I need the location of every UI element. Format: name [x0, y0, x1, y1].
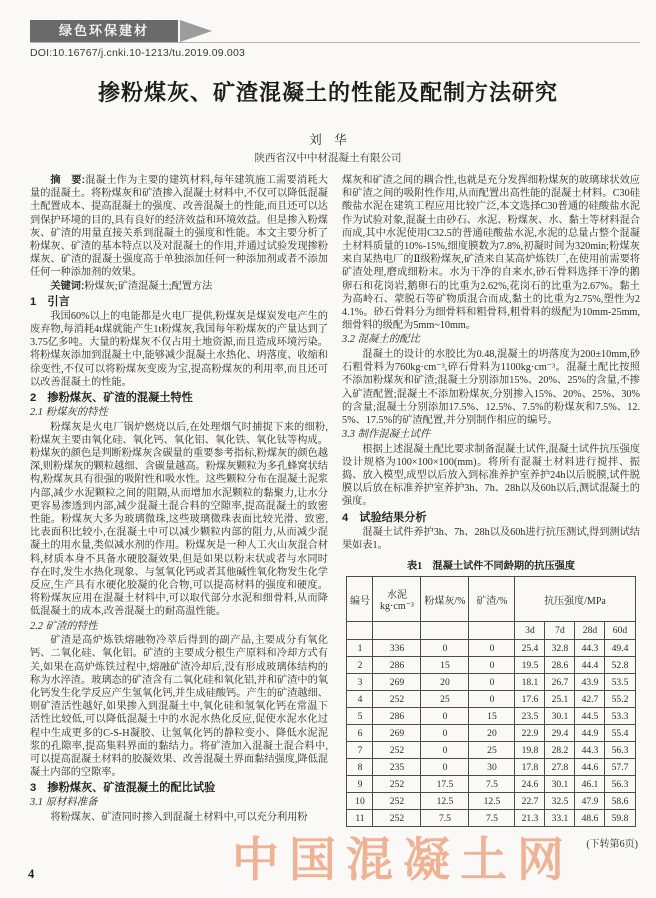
- table-cell: 46.1: [575, 776, 605, 793]
- table-cell: 24.6: [515, 776, 545, 793]
- th-empty: [373, 622, 421, 640]
- table-head: [347, 577, 635, 640]
- table-cell: 52.8: [605, 657, 635, 674]
- abstract-text: 混凝土作为主要的建筑材料,每年建筑施工需要消耗大量的混凝土。将粉煤灰和矿渣掺入混凝土材料中,不仅可以降低混凝土配置成本、提高混凝土的强度、改善混凝土的性能,而且还可以达到保护环境的目的,具有良好的经济效益和环境效益。但是掺入粉煤灰、矿渣的用量直接关系到混凝土的强度和性能。本文主要分析了粉煤灰、矿渣的基本特点以及对混凝土的作用,并通过试验发现掺粉煤灰、矿渣的混凝土强度高于单独添加任何一种添加剂或者不添加任何一种添加剂的效果。: [30, 175, 328, 279]
- table-cell: 44.3: [575, 742, 605, 759]
- table-cell: 55.2: [605, 691, 635, 708]
- th-fly-ash: 粉煤灰/%: [421, 577, 469, 622]
- article-author: 刘 华: [309, 133, 347, 147]
- table-cell: 28.2: [545, 742, 575, 759]
- section-heading: 1 引言: [30, 295, 70, 308]
- table-cell: 47.9: [575, 793, 605, 810]
- table-cell: 19.5: [515, 657, 545, 674]
- keywords: [30, 280, 328, 293]
- table-cell: 269: [373, 674, 421, 691]
- table-cell: 4: [347, 691, 373, 708]
- page-number: 4: [28, 867, 35, 881]
- table-cell: 49.4: [605, 640, 635, 657]
- table-cell: 0: [421, 708, 469, 725]
- table-row: [347, 674, 635, 691]
- section-heading: 3 掺粉煤灰、矿渣混凝土的配比试验: [30, 782, 216, 795]
- table-cell: 6: [347, 725, 373, 742]
- article-title: 掺粉煤灰、矿渣混凝土的性能及配制方法研究: [97, 80, 558, 105]
- table-cell: 0: [421, 725, 469, 742]
- table-cell: 252: [373, 793, 421, 810]
- table-cell: 25.1: [545, 691, 575, 708]
- table-cell: 12.5: [421, 793, 469, 810]
- table-row: [347, 691, 635, 708]
- table-cell: 30: [469, 759, 515, 776]
- table-cell: 252: [373, 742, 421, 759]
- table-caption: 表1 混凝土试件不同龄期的抗压强度: [406, 561, 576, 573]
- table-cell: 5: [347, 708, 373, 725]
- table-cell: 0: [421, 759, 469, 776]
- table-cell: 7: [347, 742, 373, 759]
- table-cell: 15: [469, 708, 515, 725]
- table-subheader-row: [347, 622, 635, 640]
- table-cell: 0: [469, 674, 515, 691]
- th-cement-label: 水泥: [386, 590, 407, 602]
- table-row: [347, 742, 635, 759]
- table-cell: 56.3: [605, 742, 635, 759]
- subsection-heading: 3.3 制作混凝土试件: [342, 429, 431, 441]
- table-row: [347, 657, 635, 674]
- table-cell: 21.3: [515, 810, 545, 827]
- table-cell: 28.6: [545, 657, 575, 674]
- table-cell: 10: [347, 793, 373, 810]
- table-row: [347, 793, 635, 810]
- table-cell: 0: [421, 742, 469, 759]
- table-row: [347, 708, 635, 725]
- table-row: [347, 725, 635, 742]
- abstract: [30, 174, 328, 280]
- th-slag: 矿渣/%: [469, 577, 515, 622]
- paragraph: 矿渣是高炉炼铁熔融物冷萃后得到的副产品,主要成分有氧化钙、二氧化硅、氧化铝。矿渣的主要成分根生产原料和冷却方式有关,如果在高炉炼铁过程中,熔融矿渣冷却后,没有形成玻璃体结构的称为水淬渣。玻璃态的矿渣含有二氧化硅和氧化铝,并和矿渣中的氧化钙发生化学反应产生氢氧化钙,并生成硅酸钙。产生的矿渣越细、则矿渣活性越好,如果掺入到混凝土中,氧化硅和氢氧化钙在常温下活性比较低,可以降低混凝土中的水泥水热化反应,促使水泥水化过程中生成更多的C-S-H凝胶、让氢氧化钙的静粒变小、降低水泥泥浆的孔隙率,提高集料界面的黏结力。将矿渣加入混凝土混合料中,可以提高混凝土材料的胶凝效果、改善混凝土界面黏结强度,降低混凝土内部的空隙率。: [30, 635, 328, 779]
- paragraph: 混凝土试件养护3h、7h、28h以及60h进行抗压测试,得到测试结果如表1。: [342, 526, 640, 551]
- two-column-body: [30, 174, 640, 872]
- right-column: [342, 174, 640, 872]
- table-cell: 20: [469, 725, 515, 742]
- subsection-heading: 3.1 原材料准备: [30, 797, 98, 809]
- table-cell: 26.7: [545, 674, 575, 691]
- table-cell: 48.6: [575, 810, 605, 827]
- table-cell: 25: [469, 742, 515, 759]
- watermark: 中国混凝土网: [232, 833, 574, 886]
- th-age: 3d: [515, 622, 545, 640]
- table-cell: 0: [421, 640, 469, 657]
- table-cell: 59.8: [605, 810, 635, 827]
- table-header-row: [347, 577, 635, 622]
- header-band: [30, 20, 640, 43]
- table-cell: 269: [373, 725, 421, 742]
- table-cell: 58.6: [605, 793, 635, 810]
- table-cell: 9: [347, 776, 373, 793]
- table-cell: 286: [373, 708, 421, 725]
- th-cement: [373, 577, 421, 622]
- table-body: [347, 640, 635, 827]
- table-cell: 7.5: [469, 776, 515, 793]
- paragraph-continuation: 煤灰和矿渣之间的耦合性,也就是充分发挥细粉煤灰的玻璃球状效应和矿渣之间的吸附性作用,从而配置出高性能的混凝土材料。C30硅酸盐水泥在建筑工程应用比较广泛,本文选择C30普通的硅酸盐水泥作为试验对象,混凝土由砂石、水泥、粉煤灰、水、黏土等材料混合而成,其中水泥使用C32.5的普通硅酸盐水泥,水泥的总量占整个混凝土材料质量的10%-15%,细度膜数为7.8%,初凝时间为320min;粉煤灰来自某热电厂的Ⅱ级粉煤灰,矿渣来自某高炉炼铁厂,在使用前需要将矿渣处理,磨成细粉末。水为干净的自来水,砂石骨料选择干净的鹅卵石和花岗岩,鹅卵石的比重为2.62%,花岗石的比重为2.67%。黏土为高岭石、蒙脱石等矿物质混合而成,黏土的比重为2.75%,塑性为24.1%。砂石骨料分为细骨料和粗骨料,粗骨料的级配为10mm-25mm,细骨料的级配为5mm~10mm。: [342, 175, 640, 332]
- table-cell: 252: [373, 691, 421, 708]
- table-row: [347, 810, 635, 827]
- table-cell: 286: [373, 657, 421, 674]
- th-strength: 抗压强度/MPa: [515, 577, 635, 622]
- table-cell: 2: [347, 657, 373, 674]
- table-cell: 44.9: [575, 725, 605, 742]
- table-cell: 25: [421, 691, 469, 708]
- th-empty: [421, 622, 469, 640]
- table-cell: 53.5: [605, 674, 635, 691]
- keywords-text: 粉煤灰;矿渣混凝土;配置方法: [84, 280, 213, 292]
- table-cell: 22.7: [515, 793, 545, 810]
- subsection-heading: 2.2 矿渣的特性: [30, 620, 98, 632]
- table-cell: 0: [469, 640, 515, 657]
- table-cell: 44.5: [575, 708, 605, 725]
- table-cell: 7.5: [469, 810, 515, 827]
- doi-line: DOI:10.16767/j.cnki.10-1213/tu.2019.09.003: [30, 47, 246, 59]
- column-badge: 绿色环保建材: [30, 20, 178, 42]
- table-cell: 0: [469, 691, 515, 708]
- table-cell: 44.6: [575, 759, 605, 776]
- table-cell: 252: [373, 810, 421, 827]
- keywords-label: 关键词:: [50, 280, 85, 292]
- table-cell: 252: [373, 776, 421, 793]
- table-cell: 20: [421, 674, 469, 691]
- table-cell: 30.1: [545, 776, 575, 793]
- paragraph: 我国60%以上的电能都是火电厂提供,粉煤灰是煤炭发电产生的废弃物,每消耗4t煤就能产生1t粉煤灰,我国每年粉煤灰的产量达到了3.75亿多吨。大量的粉煤灰不仅占用土地资源,而且造成环境污染。将粉煤灰添加到混凝土中,能够减少混凝土水热化、坍落度、收缩和徐变性,不仅可以将粉煤灰变废为宝,提高粉煤灰的利用率,而且还可以改善混凝土的性能。: [30, 310, 328, 388]
- table-row: [347, 776, 635, 793]
- table-cell: 8: [347, 759, 373, 776]
- table-cell: 1: [347, 640, 373, 657]
- table-cell: 57.7: [605, 759, 635, 776]
- abstract-label: 摘 要:: [50, 175, 86, 186]
- table-cell: 0: [469, 657, 515, 674]
- subsection-heading: 2.1 粉煤灰的特性: [30, 407, 108, 419]
- th-age: 60d: [605, 622, 635, 640]
- badge-arrow-icon: [180, 20, 212, 42]
- paragraph: 将粉煤灰、矿渣同时掺入到混凝土材料中,可以充分利用粉: [50, 811, 308, 823]
- table-cell: 56.3: [605, 776, 635, 793]
- subsection-heading: 3.2 混凝土的配比: [342, 334, 420, 346]
- table-cell: 235: [373, 759, 421, 776]
- th-cement-unit: kg·cm⁻³: [380, 601, 414, 613]
- table-row: [347, 640, 635, 657]
- paragraph: 粉煤灰是火电厂锅炉燃烧以后,在处理烟气时捕捉下来的细粉,粉煤灰主要由氧化硅、氧化钙、氧化铝、氧化铁、氧化钛等构成。粉煤灰的颜色是判断粉煤灰含碳量的重要参考指标,粉煤灰的颜色越深,则粉煤灰的颗粒越细、含碳量越高。粉煤灰颗粒为多孔蜂窝状结构,粉煤灰具有很强的吸附性和吸水性。这些颗粒分布在混凝土泥浆内部,减少水泥颗粒之间的阻隔,从而增加水泥颗粒的黏聚力,让水分更容易渗透到内部,减少混凝土混合料的空隙率,提高混凝土的致密性能。粉煤灰大多为玻璃微珠,这些玻璃微珠表面比较光滑、致密,比表面积比较小,在混凝土中可以减少颗粒内部的阻力,从而减少混凝土的用水量,类似减水剂的作用。粉煤灰是一种人工火山灰混合材料,材质本身不具备水硬胶凝效果,但是如果以粉末状或者与水同时存在时,发生水热化现象、与氢氧化钙或者其他碱性氧化物发生化学反应,生产具有水硬化胶凝的化合物,可以提高材料的强度和硬度。将粉煤灰应用在混凝土材料中,可以取代部分水泥和细骨料,从而降低混凝土的成本,改善混凝土的耐高温性能。: [30, 421, 328, 618]
- results-table: [346, 576, 635, 827]
- section-heading: 4 试验结果分析: [342, 511, 427, 524]
- table-cell: 25.4: [515, 640, 545, 657]
- table-cell: 30.1: [545, 708, 575, 725]
- table-cell: 19.8: [515, 742, 545, 759]
- table-cell: 12.5: [469, 793, 515, 810]
- table-cell: 32.8: [545, 640, 575, 657]
- table-cell: 55.4: [605, 725, 635, 742]
- table-cell: 336: [373, 640, 421, 657]
- th-age: 28d: [575, 622, 605, 640]
- paragraph: 混凝土的设计的水胶比为0.48,混凝土的坍落度为200±10mm,砂石粗骨料为760kg·cm⁻³,碎石骨料为1100kg·cm⁻³。混凝土配比按照不添加粉煤灰和矿渣;混凝土分别添加15%、20%、25%的含量,不掺入矿渣配置;混凝土不添加粉煤灰,分别掺入15%、20%、25%、30%的含量;混凝土分别添加17.5%、12.5%、7.5%的粉煤灰和7.5%、12.5%、17.5%的矿渣配置,并分别制作相应的编号。: [342, 348, 640, 426]
- table-cell: 44.3: [575, 640, 605, 657]
- table-cell: 44.4: [575, 657, 605, 674]
- left-column: [30, 174, 328, 872]
- th-empty: [469, 622, 515, 640]
- table-cell: 53.3: [605, 708, 635, 725]
- table-cell: 17.8: [515, 759, 545, 776]
- section-heading: 2 掺粉煤灰、矿渣的混凝土特性: [30, 392, 193, 405]
- table-cell: 33.1: [545, 810, 575, 827]
- table-cell: 27.8: [545, 759, 575, 776]
- table-row: [347, 759, 635, 776]
- table-cell: 43.9: [575, 674, 605, 691]
- table-cell: 15: [421, 657, 469, 674]
- continued-note: (下转第6页): [586, 839, 638, 851]
- table-cell: 22.9: [515, 725, 545, 742]
- th-empty: [347, 622, 373, 640]
- table-cell: 42.7: [575, 691, 605, 708]
- paragraph: 根据上述混凝土配比要求制备混凝土试件,混凝土试件抗压强度设计规格为100×100×100(mm)。将所有混凝土材料进行搅拌、振捣、放入模型,成型以后放入到标准养护室养护24h以后脱膜,试件脱膜以后放在标准养护室养护3h、7h、28h以及60h以后,测试混凝土的强度。: [342, 443, 640, 508]
- table-cell: 23.5: [515, 708, 545, 725]
- table-cell: 32.5: [545, 793, 575, 810]
- th-age: 7d: [545, 622, 575, 640]
- table-cell: 17.6: [515, 691, 545, 708]
- table-cell: 7.5: [421, 810, 469, 827]
- table-cell: 11: [347, 810, 373, 827]
- table-cell: 18.1: [515, 674, 545, 691]
- article-affiliation: 陕西省汉中中材混凝土有限公司: [254, 153, 402, 164]
- table-cell: 29.4: [545, 725, 575, 742]
- table-cell: 3: [347, 674, 373, 691]
- table-cell: 17.5: [421, 776, 469, 793]
- th-id: 编号: [347, 577, 373, 622]
